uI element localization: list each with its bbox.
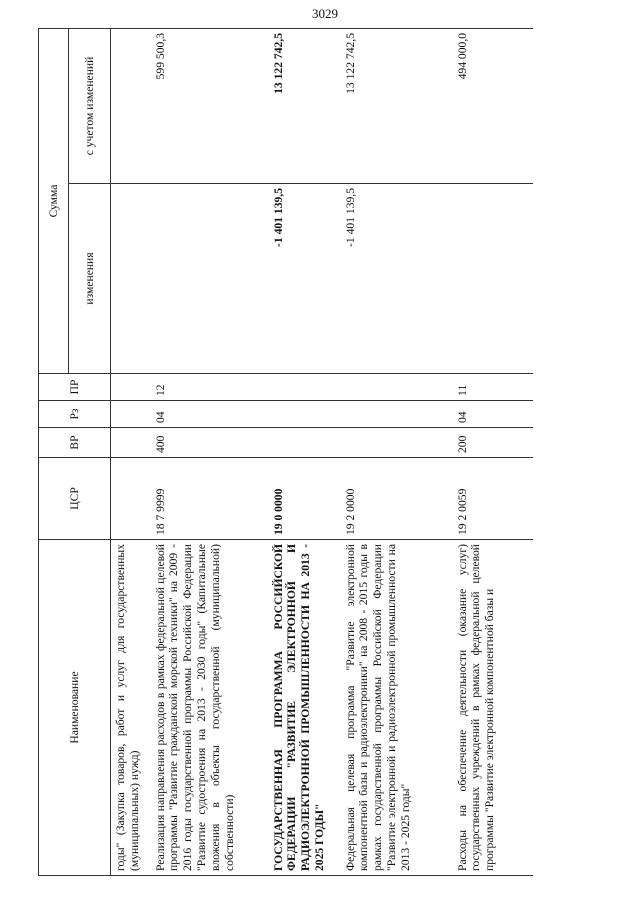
row-name: Реализация направления расходов в рамках федеральной целевой программы "Развитие гражданской морской техники" на 2009 - 2016 годы государственной программы Российской Федерации "Развитие судостроения на 2013 - 2030 годы" (Капитальные вложения в объекты государственной (муниципальной) собственности) (151, 540, 269, 876)
row-rz: 04 (151, 401, 269, 428)
row-vr (269, 428, 341, 458)
row-change: -1 401 139,5 (341, 184, 453, 374)
header-pr: ПР (39, 374, 111, 401)
header-vr: ВР (39, 428, 111, 458)
header-with-change: с учетом изменений (69, 28, 111, 183)
row-csr: 19 2 0000 (341, 458, 453, 540)
table-row (151, 28, 269, 875)
row-csr: 18 7 9999 (151, 458, 269, 540)
row-pr (269, 374, 341, 401)
table-row (453, 28, 533, 875)
row-rz (269, 401, 341, 428)
row-csr: 19 0 0000 (269, 458, 341, 540)
row-name: Федеральная целевая программа "Развитие электронной компонентной базы и радиоэлектроники" на 2008 - 2015 годы в рамках государственной программы Российской Федерации "Развитие электронной и радиоэлектронной промышленности на 2013 - 2025 годы" (341, 540, 453, 876)
row-vr: 200 (453, 428, 533, 458)
row-pr: 12 (151, 374, 269, 401)
row-rz: 04 (453, 401, 533, 428)
row-change (111, 184, 151, 374)
row-name: годы" (Закупка товаров, работ и услуг для государственных (муниципальных) нужд) (111, 540, 151, 876)
row-pr (111, 374, 151, 401)
row-pr: 11 (453, 374, 533, 401)
row-name: ГОСУДАРСТВЕННАЯ ПРОГРАММА РОССИЙСКОЙ ФЕДЕРАЦИИ "РАЗВИТИЕ ЭЛЕКТРОННОЙ И РАДИОЭЛЕКТРОННОЙ ПРОМЫШЛЕННОСТИ НА 2013 - 2025 ГОДЫ" (269, 540, 341, 876)
row-with-change: 13 122 742,5 (269, 28, 341, 183)
budget-table (38, 28, 533, 876)
row-with-change (111, 28, 151, 183)
row-rz (341, 401, 453, 428)
header-csr: ЦСР (39, 458, 111, 540)
header-name: Наименование (39, 540, 111, 876)
row-csr (111, 458, 151, 540)
row-rz (111, 401, 151, 428)
row-change (151, 184, 269, 374)
row-change: -1 401 139,5 (269, 184, 341, 374)
row-name: Расходы на обеспечение деятельности (оказание услуг) государственных учреждений в рамках федеральной целевой программы "Развитие электронной компонентной базы и (453, 540, 533, 876)
row-vr: 400 (151, 428, 269, 458)
row-with-change: 13 122 742,5 (341, 28, 453, 183)
row-with-change: 494 000,0 (453, 28, 533, 183)
header-sum: Сумма (39, 28, 69, 373)
row-csr: 19 2 0059 (453, 458, 533, 540)
table-row (269, 28, 341, 875)
rotated-page (38, 29, 640, 876)
row-vr (341, 428, 453, 458)
row-change (453, 184, 533, 374)
row-with-change: 599 500,3 (151, 28, 269, 183)
header-change: изменения (69, 184, 111, 374)
page-number: 3029 (312, 6, 338, 21)
header-rz: Рз (39, 401, 111, 428)
row-vr (111, 428, 151, 458)
row-pr (341, 374, 453, 401)
table-row (111, 28, 151, 875)
table-body (111, 28, 533, 875)
table-row (341, 28, 453, 875)
